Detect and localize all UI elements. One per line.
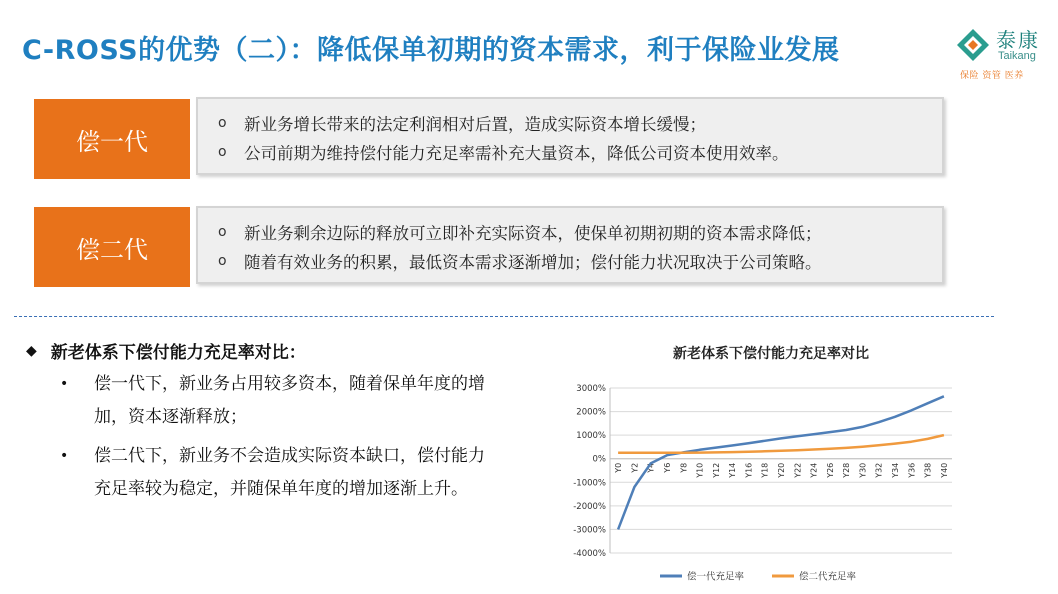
diamond-bullet-icon: ◆ bbox=[26, 342, 37, 359]
logo-english-name: Taikang bbox=[998, 50, 1036, 62]
comparison-heading bbox=[26, 338, 306, 363]
bullet-circle-icon: o bbox=[218, 143, 227, 160]
x-tick-label: Y40 bbox=[939, 462, 949, 478]
logo-diamond-icon bbox=[956, 28, 990, 62]
comparison-points bbox=[60, 368, 510, 512]
logo-chinese-name: 泰康 bbox=[996, 28, 1040, 52]
x-tick-label: Y22 bbox=[793, 462, 803, 478]
x-tick-label: Y30 bbox=[858, 462, 868, 478]
comparison-point-2: 偿二代下，新业务不会造成实际资本缺口，偿付能力充足率较为稳定，并随保单年度的增加逐渐上升。 bbox=[94, 446, 485, 499]
gen2-point-2: 随着有效业务的积累，最低资本需求逐渐增加；偿付能力状况取决于公司策略。 bbox=[244, 252, 822, 272]
page-title: C-ROSS的优势（二）：降低保单初期的资本需求，利于保险业发展 bbox=[22, 35, 840, 66]
y-tick-label: -4000% bbox=[573, 549, 606, 559]
y-tick-label: -3000% bbox=[573, 525, 606, 536]
x-tick-label: Y18 bbox=[760, 462, 770, 478]
x-tick-label: Y2 bbox=[630, 462, 640, 473]
list-item bbox=[198, 246, 942, 275]
gen2-label: 偿二代 bbox=[34, 207, 190, 287]
solvency-ratio-chart bbox=[560, 336, 980, 592]
x-tick-label: Y36 bbox=[907, 462, 917, 478]
y-tick-label: 3000% bbox=[576, 384, 606, 394]
list-item bbox=[198, 108, 942, 137]
legend-label-2: 偿二代充足率 bbox=[799, 571, 857, 583]
comparison-heading-text: 新老体系下偿付能力充足率对比： bbox=[50, 343, 306, 363]
x-tick-label: Y28 bbox=[842, 462, 852, 478]
comparison-point-1: 偿一代下，新业务占用较多资本，随着保单年度的增加，资本逐渐释放； bbox=[94, 374, 485, 427]
list-item bbox=[60, 368, 510, 434]
bullet-dot-icon: • bbox=[60, 448, 69, 464]
y-tick-label: 2000% bbox=[576, 407, 606, 418]
logo-slogan: 保险 资管 医养 bbox=[960, 71, 1024, 81]
gen1-points-box bbox=[196, 97, 944, 175]
x-tick-label: Y16 bbox=[744, 462, 754, 478]
company-logo bbox=[952, 22, 1052, 82]
x-tick-label: Y6 bbox=[663, 462, 672, 473]
x-tick-label: Y12 bbox=[711, 462, 721, 478]
x-tick-label: Y34 bbox=[891, 462, 900, 478]
gen2-points-box bbox=[196, 206, 944, 284]
legend-label-1: 偿一代充足率 bbox=[687, 571, 745, 583]
gen2-point-1: 新业务剩余边际的释放可立即补充实际资本，使保单初期初期的资本需求降低； bbox=[244, 223, 822, 243]
x-tick-label: Y8 bbox=[679, 462, 689, 473]
bullet-dot-icon: • bbox=[60, 376, 69, 392]
x-tick-label: Y14 bbox=[728, 462, 738, 478]
gen1-point-1: 新业务增长带来的法定利润相对后置，造成实际资本增长缓慢； bbox=[244, 114, 706, 134]
gen1-label: 偿一代 bbox=[34, 99, 190, 179]
x-tick-label: Y10 bbox=[695, 462, 705, 478]
y-tick-label: -1000% bbox=[573, 478, 606, 489]
x-tick-label: Y0 bbox=[614, 462, 624, 473]
bullet-circle-icon: o bbox=[218, 114, 227, 131]
list-item bbox=[60, 440, 510, 506]
section-divider bbox=[14, 316, 994, 317]
list-item bbox=[198, 217, 942, 246]
x-tick-label: Y20 bbox=[777, 462, 786, 478]
y-tick-label: -2000% bbox=[573, 501, 606, 512]
gen1-point-2: 公司前期为维持偿付能力充足率需补充大量资本，降低公司资本使用效率。 bbox=[244, 143, 789, 163]
x-tick-label: Y24 bbox=[809, 462, 819, 478]
x-tick-label: Y26 bbox=[825, 462, 835, 478]
x-tick-label: Y4 bbox=[646, 462, 656, 473]
x-tick-label: Y32 bbox=[874, 462, 884, 478]
y-tick-label: 1000% bbox=[576, 431, 606, 442]
list-item bbox=[198, 137, 942, 166]
x-tick-label: Y38 bbox=[923, 462, 933, 478]
bullet-circle-icon: o bbox=[218, 223, 227, 240]
bullet-circle-icon: o bbox=[218, 252, 227, 269]
chart-title: 新老体系下偿付能力充足率对比 bbox=[673, 346, 869, 362]
y-tick-label: 0% bbox=[592, 454, 606, 465]
